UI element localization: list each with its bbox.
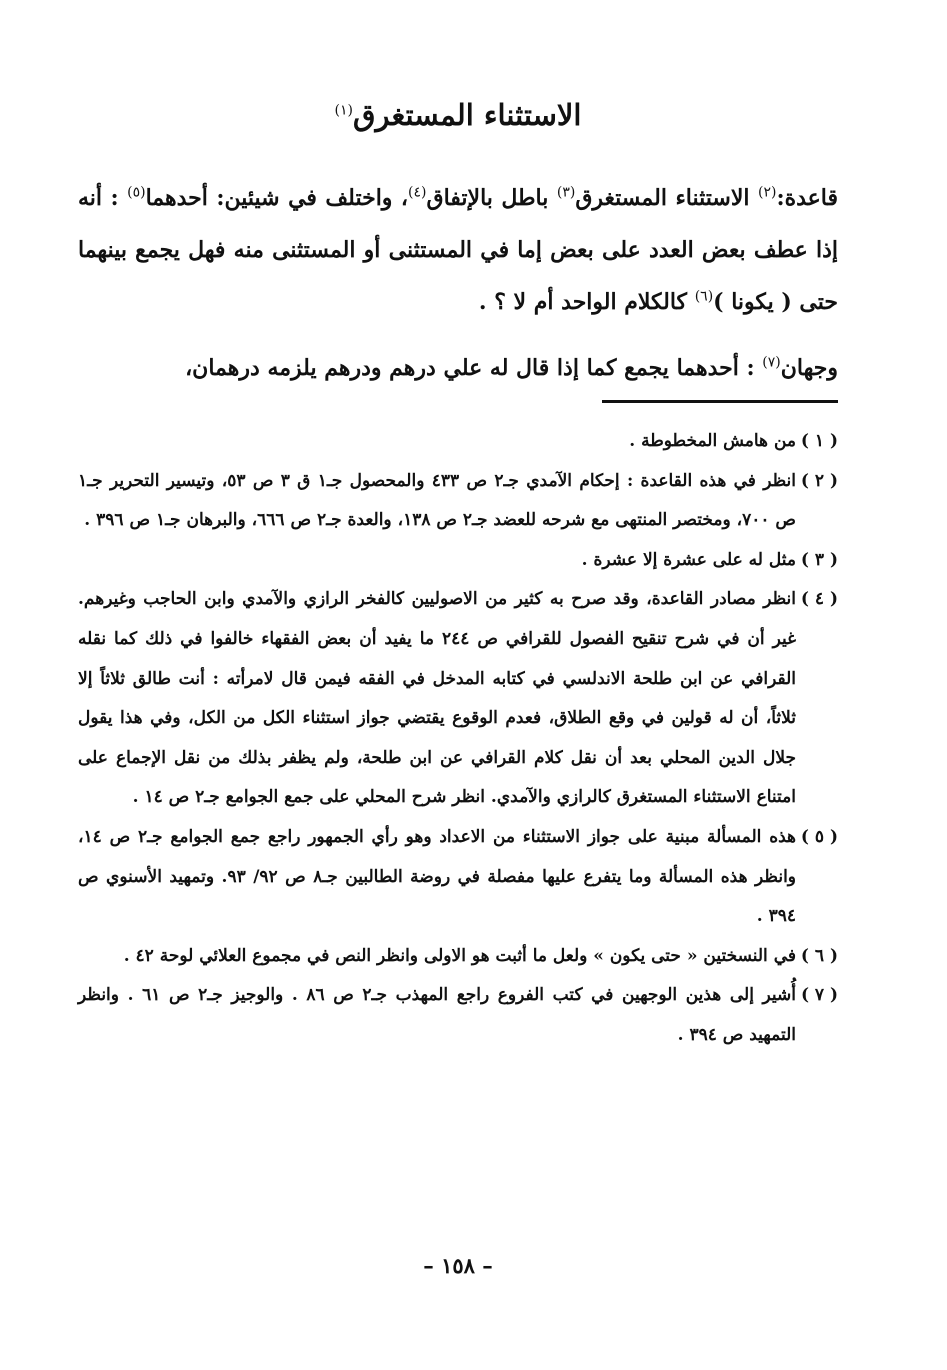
footnote-number: ( ٣ ) — [800, 549, 838, 570]
footnote-ref: (٧) — [762, 354, 781, 371]
footnote-4 — [78, 580, 838, 818]
paragraph-text: : أحدهما يجمع كما إذا قال له علي درهم ودرهم يلزمه درهمان، — [185, 355, 763, 381]
paragraph-text: كالكلام الواحد أم لا ؟ . — [478, 289, 695, 315]
paragraph-text: وجهان — [780, 355, 838, 381]
footnote-text: انظر مصادر القاعدة، وقد صرح به كثير من الاصوليين كالفخر الرازي والآمدي وابن الحاجب وغيرهم. غير أن في شرح تنقيح الفصول للقرافي ص ٢٤٤ ما يفيد أن بعض الفقهاء خالفوا في ذلك كما نقله القرافي عن ابن طلحة الاندلسي في كتابه المدخل في الفقه فيمن قال لامرأته : أنت طالق ثلاثاً إلا ثلاثاً، أن له قولين في وقع الطلاق، فعدم الوقوع يقتضي جواز استثناء الكل من الكل، وفي هذا يقول جلال الدين المحلي بعد أن نقل كلام القرافي عن ابن طلحة، ولم يظفر بذلك من نقل الإجماع على امتناع الاستثناء المستغرق كالرازي والآمدي. انظر شرح المحلي على جمع الجوامع جـ٢ ص ١٤ . — [78, 589, 796, 808]
footnote-text: انظر في هذه القاعدة : إحكام الآمدي جـ٢ ص ٤٣٣ والمحصول جـ١ ق ٣ ص ٥٣، وتيسير التحرير جـ١ ص ٧٠٠، ومختصر المنتهى مع شرحه للعضد جـ٢ ص ١٣٨، والعدة جـ٢ ص ٦٦٦، والبرهان جـ١ ص ٣٩٦ . — [78, 470, 796, 531]
page-number: – ١٥٨ – — [423, 1253, 493, 1278]
document-page — [78, 0, 838, 1370]
footnote-ref: (٦) — [694, 288, 714, 305]
paragraph-text: باطل بالإتفاق — [426, 185, 557, 211]
footnote-number: ( ١ ) — [800, 431, 838, 451]
footnote-3 — [78, 541, 838, 581]
footnote-ref: (٢) — [758, 184, 777, 201]
paragraph-text: : أنه إذا عطف بعض العدد على بعض إما في المستثنى أو المستثنى منه فهل يجمع بينهما حتى ( يكونا ) — [78, 185, 838, 315]
footnote-ref: (٤) — [408, 184, 427, 201]
title-footnote-ref: (١) — [334, 102, 353, 119]
footnote-text: هذه المسألة مبنية على جواز الاستثناء من الاعداد وهو رأي الجمهور راجع جمع الجوامع جـ٢ ص ١٤، وانظر هذه المسألة وما يتفرع عليها مفصلة في روضة الطالبين جـ٨ ص ٩٢/ ٩٣. وتمهيد الأسنوي ص ٣٩٤ . — [78, 826, 797, 927]
footnotes — [78, 422, 838, 1056]
page-title — [78, 95, 838, 135]
footnote-text: من هامش المخطوطة . — [629, 431, 796, 451]
footnote-ref: (٣) — [556, 184, 576, 201]
footnote-number: ( ٢ ) — [800, 470, 838, 491]
footnote-ref: (٥) — [127, 184, 146, 201]
paragraph-rule — [78, 172, 838, 328]
footnote-text: أُشير إلى هذين الوجهين في كتب الفروع راجع المهذب جـ٢ ص ٨٦ . والوجيز جـ٢ ص ٦١ . وانظر التمهيد ص ٣٩٤ . — [78, 985, 797, 1045]
paragraph-text: ، واختلف في شيئين: أحدهما — [145, 185, 409, 211]
rule-lead: قاعدة: — [776, 185, 839, 211]
footnote-5 — [78, 818, 838, 937]
paragraph-text: الاستثناء المستغرق — [575, 185, 758, 211]
footnote-separator — [602, 400, 838, 403]
footnote-1 — [78, 422, 838, 462]
footnote-number: ( ٧ ) — [800, 985, 839, 1006]
footnote-number: ( ٦ ) — [800, 945, 838, 966]
footnote-6 — [78, 937, 838, 977]
footnote-2 — [78, 462, 838, 541]
footnote-text: مثل له على عشرة إلا عشرة . — [581, 549, 796, 570]
title-text: الاستثناء المستغرق — [352, 98, 582, 132]
footnote-number: ( ٤ ) — [800, 589, 838, 610]
footnote-text: في النسختين « حتى يكون » ولعل ما أثبت هو الاولى وانظر النص في مجموع العلائي لوحة ٤٢ . — [123, 945, 796, 966]
footnote-number: ( ٥ ) — [800, 826, 838, 847]
paragraph-two-views — [78, 342, 838, 394]
footnote-7 — [78, 976, 838, 1055]
main-text — [78, 172, 838, 394]
